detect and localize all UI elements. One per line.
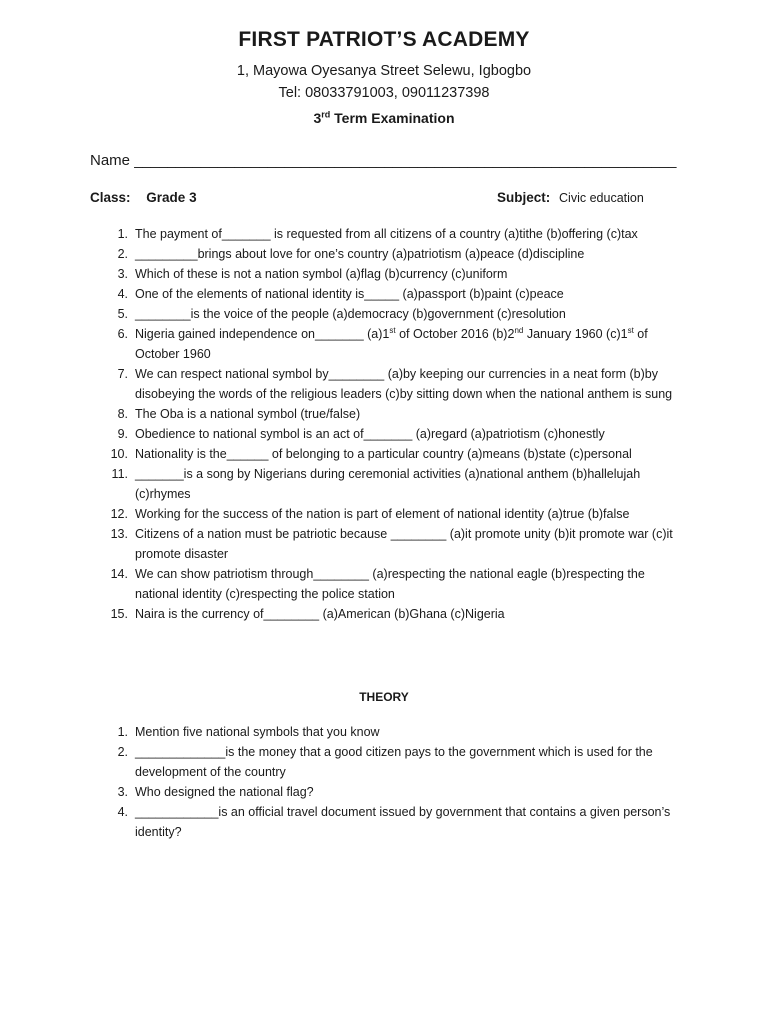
question-number: 10. bbox=[110, 447, 128, 461]
school-address: 1, Mayowa Oyesanya Street Selewu, Igbogbo bbox=[236, 63, 532, 79]
theory-number: 3. bbox=[117, 785, 128, 799]
question-number: 8. bbox=[117, 407, 128, 421]
class-value: Grade 3 bbox=[146, 190, 197, 205]
theory-text: ____________is an official travel document issued by government that contains a given person’s identity? bbox=[135, 805, 671, 839]
exam-ordinal-suffix: rd bbox=[321, 109, 331, 120]
question-item bbox=[108, 364, 678, 404]
exam-title bbox=[0, 107, 768, 129]
question-number: 14. bbox=[110, 567, 128, 581]
exam-ordinal: 3 bbox=[313, 110, 322, 126]
student-name-row bbox=[90, 152, 676, 169]
question-item bbox=[108, 284, 678, 304]
question-text: _______is a song by Nigerians during ceremonial activities (a)national anthem (b)hallelujah (c)rhymes bbox=[135, 467, 641, 501]
school-name: FIRST PATRIOT’S ACADEMY bbox=[238, 28, 530, 51]
class-row bbox=[90, 190, 197, 205]
name-field[interactable]: _________________________________________________________________ bbox=[134, 152, 677, 169]
question-item bbox=[108, 504, 678, 524]
question-text: We can show patriotism through________ (a)respecting the national eagle (b)respecting the national identity (c)respecting the police station bbox=[135, 567, 645, 601]
question-text: Working for the success of the nation is part of element of national identity (a)true (b)false bbox=[135, 507, 630, 521]
question-text-part: of October 1960 bbox=[135, 327, 648, 361]
ordinal-suffix: st bbox=[389, 325, 396, 335]
theory-item bbox=[108, 782, 680, 802]
theory-number: 1. bbox=[117, 725, 128, 739]
question-text: Citizens of a nation must be patriotic because ________ (a)it promote unity (b)it promote war (c)it promote disaster bbox=[135, 527, 673, 561]
question-text: One of the elements of national identity is_____ (a)passport (b)paint (c)peace bbox=[135, 287, 564, 301]
subject-label: Subject: bbox=[497, 190, 551, 205]
question-number: 11. bbox=[111, 467, 128, 481]
question-text: The payment of_______ is requested from all citizens of a country (a)tithe (b)offering (c)tax bbox=[135, 227, 638, 241]
question-text: We can respect national symbol by________ (a)by keeping our currencies in a neat form (b)by disobeying the words of the religious leaders (c)by sitting down when the national anthem is sung bbox=[135, 367, 673, 401]
question-text: Which of these is not a nation symbol (a)flag (b)currency (c)uniform bbox=[135, 267, 508, 281]
question-item bbox=[108, 244, 678, 264]
theory-number: 4. bbox=[117, 805, 128, 819]
question-text: The Oba is a national symbol (true/false) bbox=[135, 407, 361, 421]
exam-header bbox=[0, 0, 768, 129]
theory-questions-list bbox=[108, 722, 680, 842]
question-number: 13. bbox=[110, 527, 128, 541]
question-text: _________brings about love for one’s country (a)patriotism (a)peace (d)discipline bbox=[135, 247, 585, 261]
subject-value: Civic education bbox=[559, 191, 644, 205]
ordinal-suffix: st bbox=[627, 325, 634, 335]
question-number: 5. bbox=[117, 307, 128, 321]
question-item bbox=[108, 304, 678, 324]
question-item bbox=[108, 604, 678, 624]
question-number: 15. bbox=[110, 607, 128, 621]
question-text: Nationality is the______ of belonging to a particular country (a)means (b)state (c)personal bbox=[135, 447, 632, 461]
question-text-part: Nigeria gained independence on_______ (a)1 bbox=[135, 327, 390, 341]
question-item bbox=[108, 444, 678, 464]
question-item bbox=[108, 404, 678, 424]
question-number: 1. bbox=[117, 227, 128, 241]
school-telephone: Tel: 08033791003, 09011237398 bbox=[278, 85, 490, 101]
subject-row bbox=[497, 190, 644, 205]
question-number: 9. bbox=[117, 427, 128, 441]
objective-questions-list bbox=[108, 224, 678, 624]
ordinal-suffix: nd bbox=[514, 325, 524, 335]
question-number: 12. bbox=[110, 507, 128, 521]
question-text bbox=[135, 327, 648, 361]
question-text: ________is the voice of the people (a)democracy (b)government (c)resolution bbox=[135, 307, 566, 321]
question-text: Naira is the currency of________ (a)American (b)Ghana (c)Nigeria bbox=[135, 607, 505, 621]
question-item bbox=[108, 224, 678, 244]
question-item bbox=[108, 264, 678, 284]
question-number: 3. bbox=[117, 267, 128, 281]
theory-item bbox=[108, 802, 680, 842]
question-item bbox=[108, 424, 678, 444]
class-label: Class: bbox=[90, 190, 131, 205]
question-text-part: of October 2016 (b)2 bbox=[395, 327, 515, 341]
name-label: Name bbox=[90, 152, 131, 169]
question-number: 7. bbox=[117, 367, 128, 381]
question-item bbox=[108, 524, 678, 564]
question-number: 6. bbox=[117, 327, 128, 341]
question-item bbox=[108, 324, 678, 364]
theory-text: _____________is the money that a good citizen pays to the government which is used for the development of the country bbox=[135, 745, 653, 779]
theory-section-title: THEORY bbox=[359, 690, 409, 704]
question-text: Obedience to national symbol is an act of_______ (a)regard (a)patriotism (c)honestly bbox=[135, 427, 605, 441]
question-item bbox=[108, 564, 678, 604]
theory-item bbox=[108, 722, 680, 742]
theory-text: Mention five national symbols that you know bbox=[135, 725, 380, 739]
theory-item bbox=[108, 742, 680, 782]
question-item bbox=[108, 464, 678, 504]
question-text-part: January 1960 (c)1 bbox=[523, 327, 628, 341]
theory-number: 2. bbox=[117, 745, 128, 759]
question-number: 2. bbox=[117, 247, 128, 261]
exam-title-text: Term Examination bbox=[330, 110, 455, 126]
question-number: 4. bbox=[117, 287, 128, 301]
theory-text: Who designed the national flag? bbox=[135, 785, 314, 799]
